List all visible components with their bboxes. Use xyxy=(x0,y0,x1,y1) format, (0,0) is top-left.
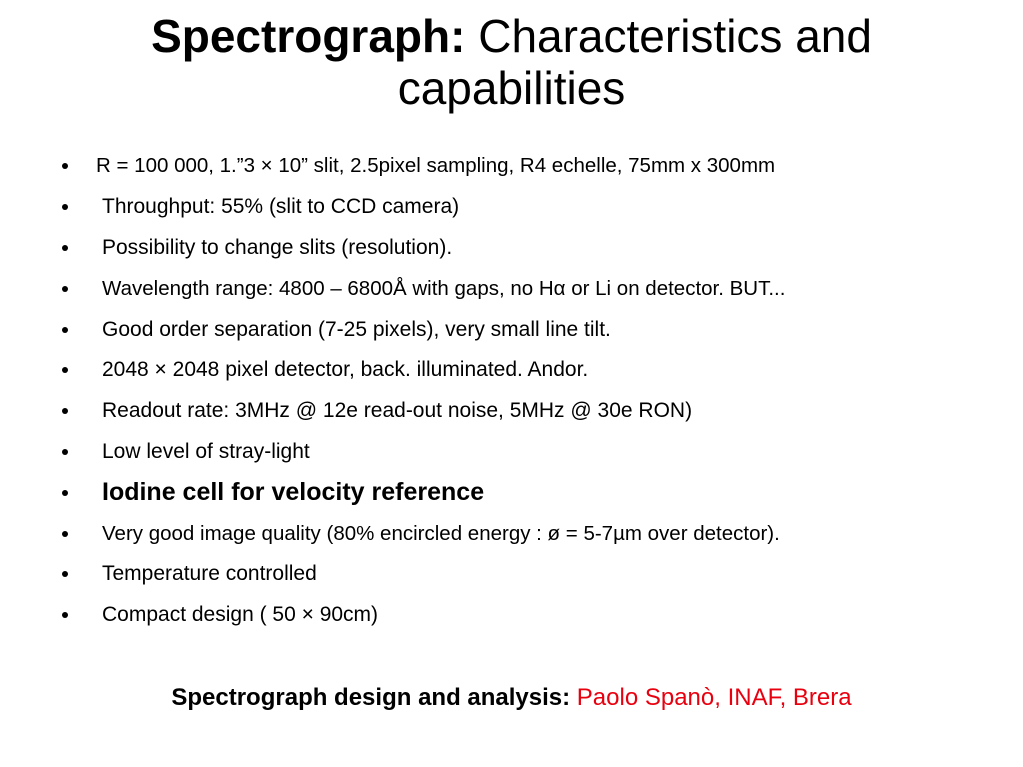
bullet-dot-icon xyxy=(62,449,68,455)
bullet-dot-icon xyxy=(62,490,68,496)
bullet-item xyxy=(60,146,1000,187)
bullet-item xyxy=(60,228,1000,269)
bullet-item xyxy=(60,391,1000,432)
bullet-dot-icon xyxy=(62,531,68,537)
bullet-dot-icon xyxy=(62,327,68,333)
slide-title xyxy=(40,10,983,114)
bullet-item xyxy=(60,554,1000,595)
bullet-item xyxy=(60,187,1000,228)
bullet-text: 2048 × 2048 pixel detector, back. illuminated. Andor. xyxy=(102,358,589,382)
bullet-list xyxy=(60,146,1000,636)
bullet-item xyxy=(60,350,1000,391)
bullet-dot-icon xyxy=(62,571,68,577)
bullet-item xyxy=(60,309,1000,350)
bullet-text: Possibility to change slits (resolution). xyxy=(102,235,453,259)
bullet-dot-icon xyxy=(62,245,68,251)
title-rest-part: Characteristics and capabilities xyxy=(397,10,872,114)
bullet-item xyxy=(60,595,1000,636)
credit-line xyxy=(0,680,1023,716)
bullet-text: R = 100 000, 1.”3 × 10” slit, 2.5pixel sampling, R4 echelle, 75mm x 300mm xyxy=(96,154,776,178)
credit-author: Paolo Spanò, INAF, Brera xyxy=(576,684,852,711)
bullet-text: Very good image quality (80% encircled energy : ø = 5-7µm over detector). xyxy=(102,521,780,545)
bullet-dot-icon xyxy=(62,612,68,618)
bullet-text-emphasized: Iodine cell for velocity reference xyxy=(102,478,485,507)
bullet-item xyxy=(60,268,1000,309)
bullet-text: Good order separation (7-25 pixels), very small line tilt. xyxy=(102,317,611,341)
bullet-text: Low level of stray-light xyxy=(102,439,310,463)
bullet-dot-icon xyxy=(62,408,68,414)
title-bold-part: Spectrograph: xyxy=(151,10,466,62)
bullet-dot-icon xyxy=(62,286,68,292)
bullet-item xyxy=(60,472,1000,513)
bullet-dot-icon xyxy=(62,204,68,210)
bullet-dot-icon xyxy=(62,367,68,373)
bullet-text: Temperature controlled xyxy=(102,562,317,586)
bullet-text: Wavelength range: 4800 – 6800Å with gaps, no Hα or Li on detector. BUT... xyxy=(102,276,786,300)
bullet-dot-icon xyxy=(62,163,68,169)
bullet-text: Compact design ( 50 × 90cm) xyxy=(102,603,379,627)
credit-label: Spectrograph design and analysis: xyxy=(171,684,571,711)
bullet-item xyxy=(60,432,1000,473)
bullet-text: Readout rate: 3MHz @ 12e read-out noise, 5MHz @ 30e RON) xyxy=(102,399,693,423)
bullet-text: Throughput: 55% (slit to CCD camera) xyxy=(102,195,460,219)
bullet-item xyxy=(60,513,1000,554)
